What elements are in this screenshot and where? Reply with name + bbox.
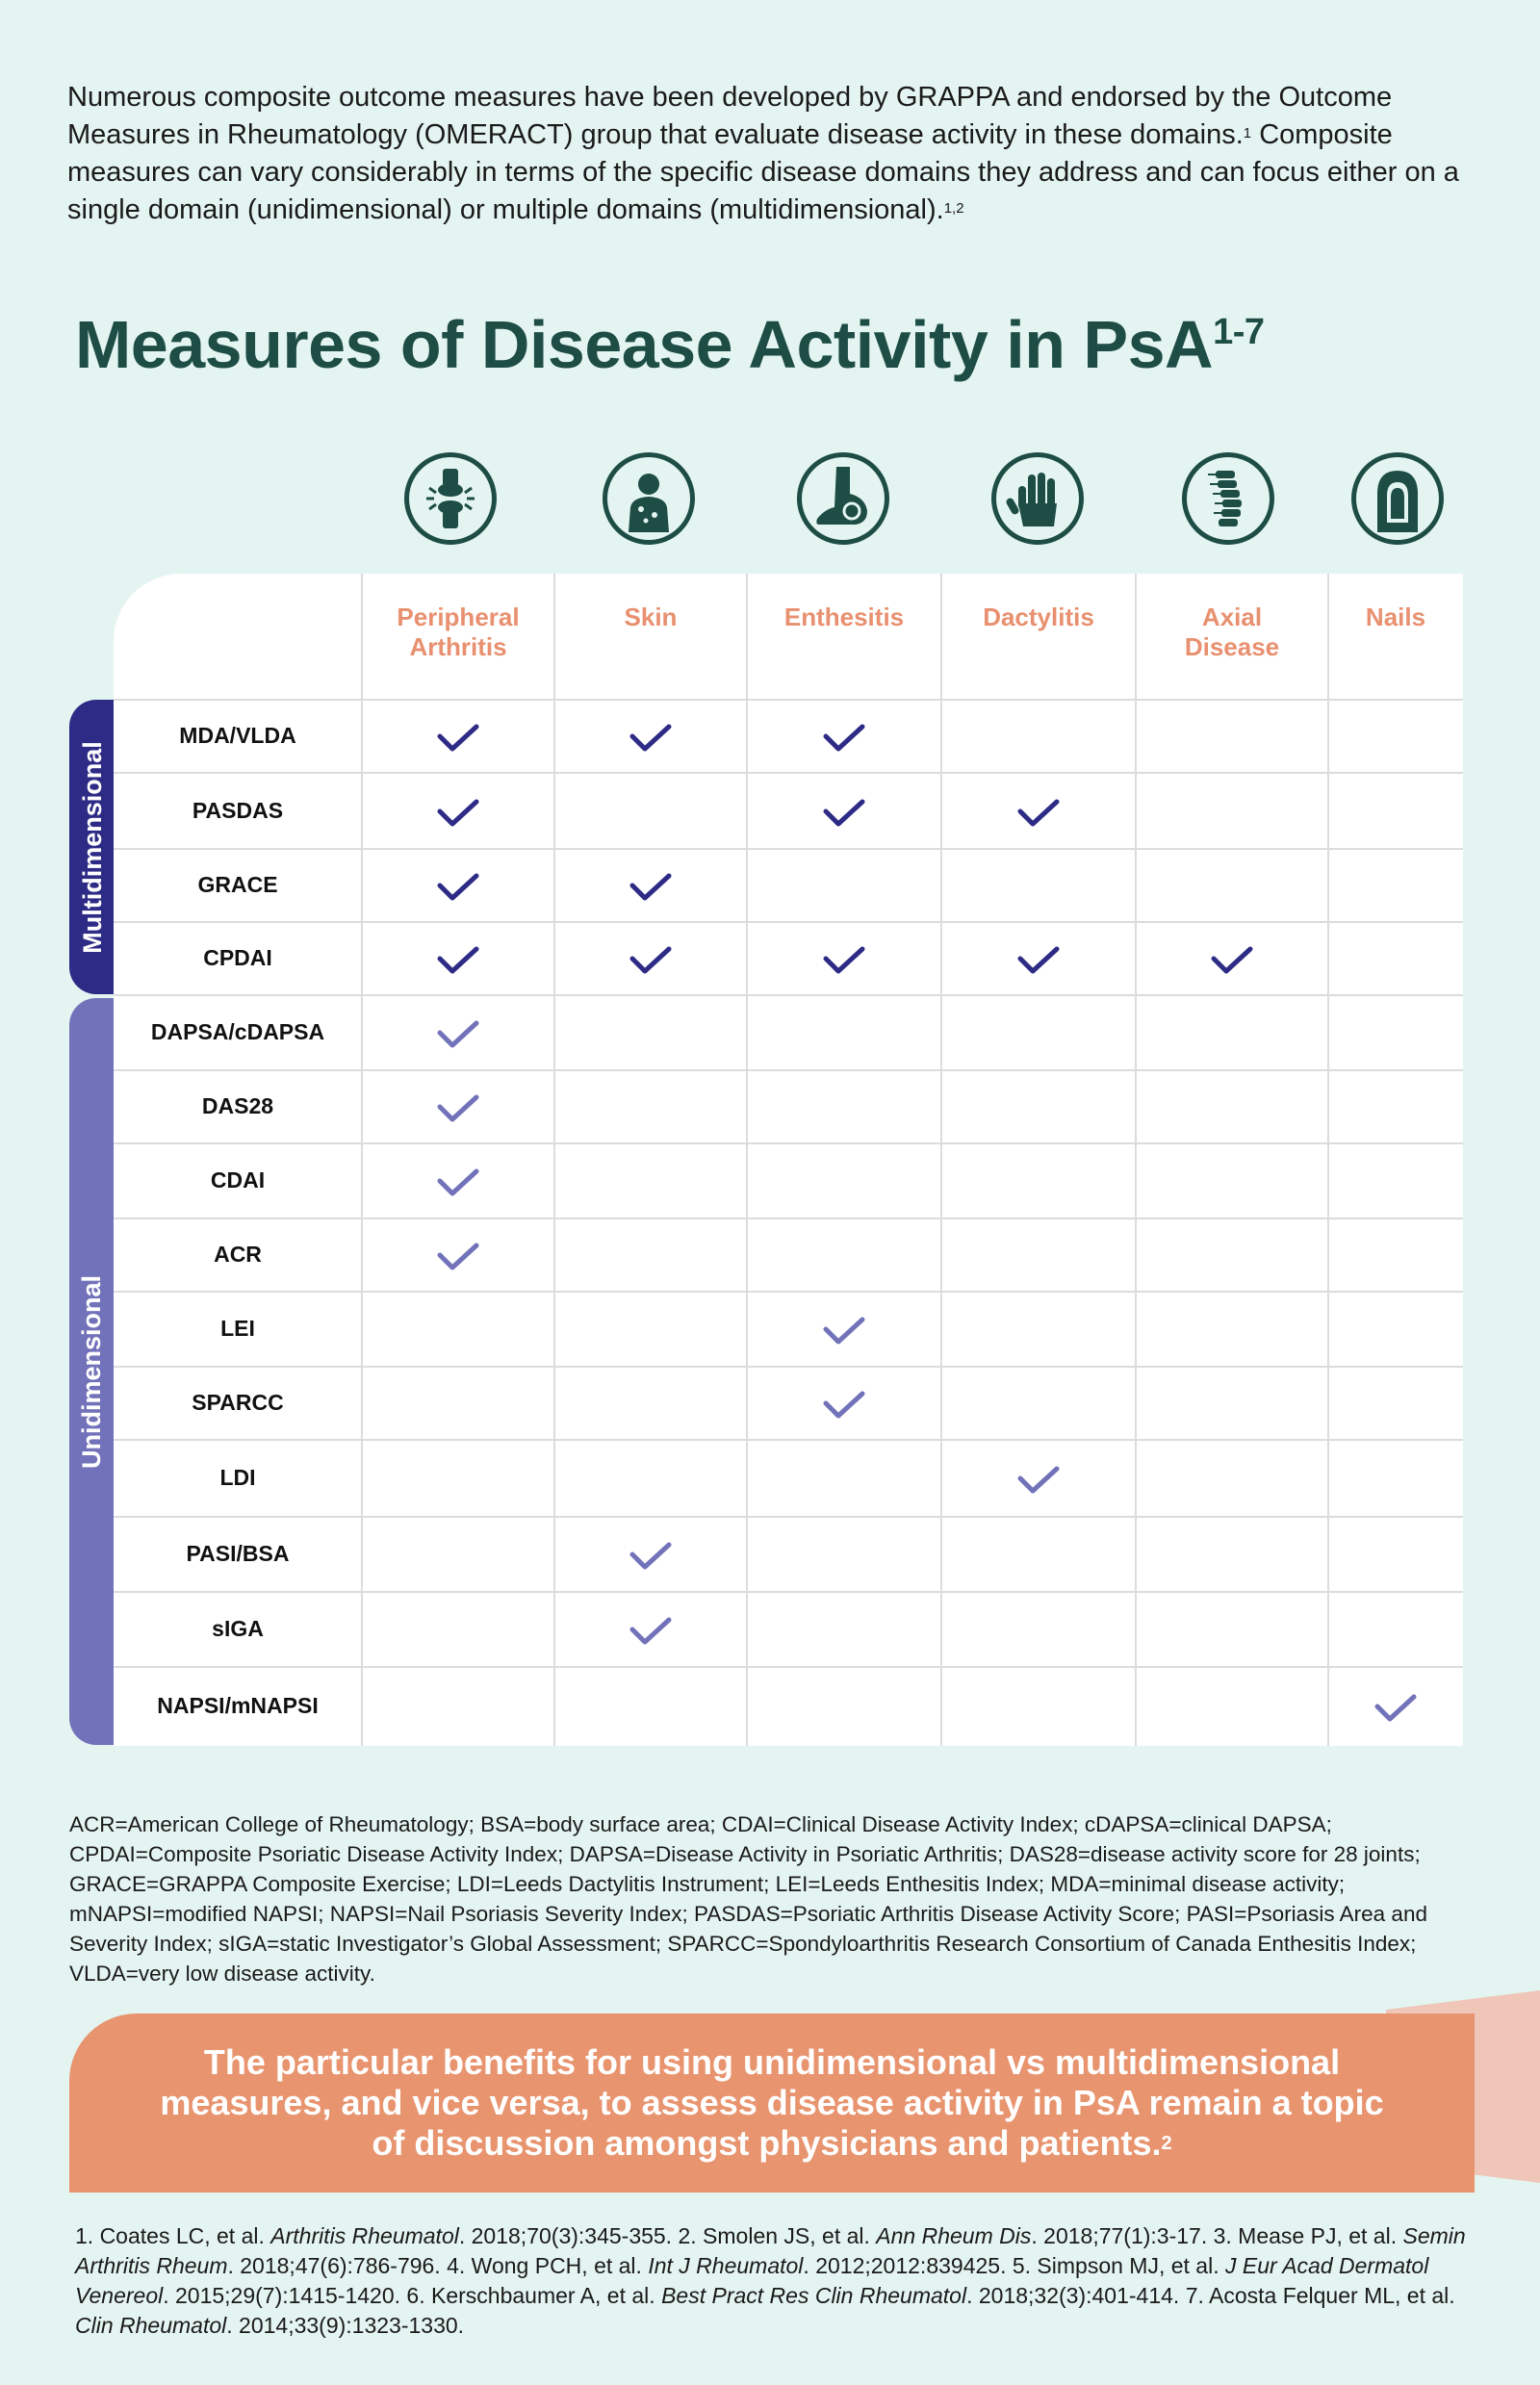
intro-paragraph: [67, 79, 1482, 229]
table-row-divider: [114, 848, 1463, 850]
table-row-divider: [114, 1666, 1463, 1668]
reference-citation: . 2018;47(6):786-796.: [227, 2253, 448, 2278]
table-row-divider: [114, 1142, 1463, 1144]
check-icon: [822, 723, 866, 754]
check-icon: [436, 945, 480, 976]
page-title: [75, 306, 1265, 383]
multidimensional-band: [69, 700, 116, 994]
banner-text: The particular benefits for using unidimensional vs multidimensional measures, and vice versa, to assess disease activity in PsA remain a topic of discussion amongst physicians and patients.: [160, 2042, 1384, 2163]
title-text: Measures of Disease Activity in PsA: [75, 307, 1214, 382]
table-row-divider: [114, 994, 1463, 996]
row-label: PASDAS: [192, 797, 284, 823]
row-label: PASI/BSA: [186, 1541, 290, 1566]
row-label: sIGA: [212, 1616, 264, 1641]
check-icon: [436, 798, 480, 829]
intro-sup-2: 1,2: [943, 200, 964, 217]
reference-journal: Clin Rheumatol: [75, 2313, 227, 2338]
check-icon: [1016, 945, 1061, 976]
table-column-divider: [553, 574, 555, 1746]
table-row-divider: [114, 1516, 1463, 1518]
check-icon: [629, 1541, 673, 1572]
column-header: Peripheral Arthritis: [397, 603, 520, 661]
foot-heel-icon: [797, 452, 889, 545]
check-icon: [822, 1390, 866, 1421]
check-icon: [629, 872, 673, 903]
reference-author: 2. Smolen JS, et al.: [678, 2223, 877, 2248]
row-label: CDAI: [210, 1167, 266, 1192]
check-icon: [822, 798, 866, 829]
table-column-divider: [1135, 574, 1137, 1746]
row-label: MDA/VLDA: [179, 723, 296, 748]
measures-table: [114, 574, 1463, 1746]
row-label: LEI: [220, 1316, 255, 1341]
reference-journal: Arthritis Rheumatol: [270, 2223, 459, 2248]
check-icon: [629, 1616, 673, 1647]
row-label: CPDAI: [203, 945, 272, 970]
joint-icon: [404, 452, 497, 545]
row-label: LDI: [219, 1465, 256, 1490]
column-header: Axial Disease: [1184, 603, 1280, 661]
table-row-divider: [114, 921, 1463, 923]
reference-journal: Semin Arthritis Rheum: [75, 2223, 1466, 2278]
reference-author: 6. Kerschbaumer A, et al.: [406, 2283, 662, 2308]
check-icon: [436, 1167, 480, 1198]
reference-citation: . 2018;70(3):345-355.: [458, 2223, 679, 2248]
intro-sup-1: 1: [1243, 125, 1252, 141]
title-sup: 1-7: [1213, 312, 1265, 352]
table-row-divider: [114, 1439, 1463, 1441]
row-label: DAPSA/cDAPSA: [150, 1019, 325, 1044]
column-header: Skin: [624, 603, 678, 631]
references: [75, 2221, 1480, 2341]
check-icon: [822, 945, 866, 976]
table-column-divider: [746, 574, 748, 1746]
check-icon: [1016, 798, 1061, 829]
row-label: NAPSI/mNAPSI: [157, 1693, 319, 1718]
unidimensional-label: Unidimensional: [77, 1274, 107, 1469]
intro-text-1: Numerous composite outcome measures have been developed by GRAPPA and endorsed by the Outcome Measures in Rheumatology (OMERACT) group that evaluate disease activity in these domains.: [67, 82, 1393, 150]
column-header: Nails: [1365, 603, 1426, 631]
check-icon: [1016, 1465, 1061, 1496]
domain-icons: [0, 452, 1540, 549]
reference-citation: . 2018;32(3):401-414.: [966, 2283, 1186, 2308]
column-header: Enthesitis: [783, 603, 905, 631]
reference-citation: . 2014;33(9):1323-1330.: [226, 2313, 465, 2338]
spine-icon: [1182, 452, 1274, 545]
reference-journal: J Eur Acad Dermatol Venereol: [75, 2253, 1429, 2308]
check-icon: [629, 945, 673, 976]
reference-author: 7. Acosta Felquer ML, et al.: [1185, 2283, 1455, 2308]
row-label: DAS28: [201, 1093, 274, 1118]
multidimensional-label: Multidimensional: [77, 740, 107, 954]
check-icon: [436, 1019, 480, 1050]
row-label: SPARCC: [192, 1390, 284, 1415]
reference-author: 4. Wong PCH, et al.: [447, 2253, 649, 2278]
reference-author: 1. Coates LC, et al.: [75, 2223, 271, 2248]
reference-citation: . 2015;29(7):1415-1420.: [163, 2283, 407, 2308]
row-label: GRACE: [197, 872, 278, 897]
table-row-divider: [114, 1069, 1463, 1071]
check-icon: [629, 723, 673, 754]
table-row-divider: [114, 1366, 1463, 1368]
table-row-divider: [114, 1291, 1463, 1293]
reference-journal: Best Pract Res Clin Rheumatol: [661, 2283, 967, 2308]
reference-journal: Int J Rheumatol: [648, 2253, 804, 2278]
table-column-divider: [1327, 574, 1329, 1746]
reference-author: 5. Simpson MJ, et al.: [1012, 2253, 1225, 2278]
fingernail-icon: [1351, 452, 1444, 545]
table-row-divider: [114, 699, 1463, 701]
table-column-divider: [361, 574, 363, 1746]
check-icon: [822, 1316, 866, 1346]
unidimensional-band: [69, 998, 116, 1745]
banner-text-block: [146, 2042, 1398, 2164]
column-header: Dactylitis: [983, 603, 1094, 631]
table-row-divider: [114, 1591, 1463, 1593]
check-icon: [436, 723, 480, 754]
check-icon: [436, 1242, 480, 1272]
table-row-divider: [114, 772, 1463, 774]
reference-citation: . 2018;77(1):3-17.: [1031, 2223, 1214, 2248]
skin-person-icon: [603, 452, 695, 545]
check-icon: [1373, 1693, 1418, 1724]
hand-icon: [991, 452, 1084, 545]
check-icon: [436, 1093, 480, 1124]
check-icon: [1210, 945, 1254, 976]
row-label: ACR: [214, 1242, 262, 1267]
check-icon: [436, 872, 480, 903]
banner-sup: 2: [1161, 2133, 1172, 2154]
reference-journal: Ann Rheum Dis: [876, 2223, 1032, 2248]
key-message-banner: [69, 2013, 1475, 2193]
table-column-divider: [940, 574, 942, 1746]
abbreviations: ACR=American College of Rheumatology; BSA=body surface area; CDAI=Clinical Disease Activity Index; cDAPSA=clinical DAPSA; CPDAI=Composite Psoriatic Disease Activity Index; DAPSA=Disease Activity in Psoriatic Arthritis; DAS28=disease activity score for 28 joints; GRACE=GRAPPA Composite Exercise; LDI=Leeds Dactylitis Instrument; LEI=Leeds Enthesitis Index; MDA=minimal disease activity; mNAPSI=modified NAPSI; NAPSI=Nail Psoriasis Severity Index; PASDAS=Psoriatic Arthritis Disease Activity Score; PASI=Psoriasis Area and Severity Index; sIGA=static Investigator’s Global Assessment; SPARCC=Spondyloarthritis Research Consortium of Canada Enthesitis Index; VLDA=very low disease activity.: [69, 1812, 1427, 1986]
table-row-divider: [114, 1218, 1463, 1219]
intro-text-2: Composite measures can vary considerably in terms of the specific disease domains they address and can focus either on a single domain (unidimensional) or multiple domains (multidimensional).: [67, 119, 1459, 225]
reference-citation: . 2012;2012:839425.: [803, 2253, 1013, 2278]
reference-author: 3. Mease PJ, et al.: [1213, 2223, 1403, 2248]
